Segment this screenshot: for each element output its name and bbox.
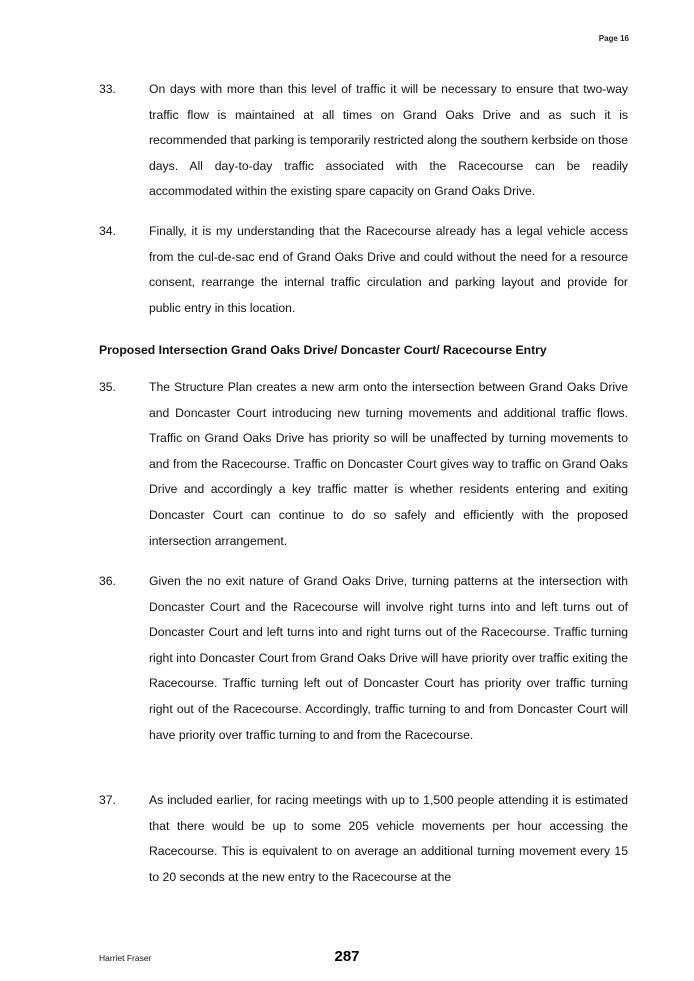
paragraph-number: 37. xyxy=(99,793,116,807)
paragraph-text: As included earlier, for racing meetings with up to 1,500 people attending it is estimated that there would be up to some 205 vehicle movements per hour accessing the Racecourse. This is equivalent to on average an additional turning movement every 15 to 20 seconds at the new entry to the Racecourse at the xyxy=(149,793,628,884)
paragraph-number: 33. xyxy=(99,82,116,96)
paragraph-37 xyxy=(99,788,628,890)
paragraph-text: Finally, it is my understanding that the Racecourse already has a legal vehicle access from the cul-de-sac end of Grand Oaks Drive and could without the need for a resource consent, rearrange the internal traffic circulation and parking layout and provide for public entry in this location. xyxy=(149,224,628,315)
paragraph-text: Given the no exit nature of Grand Oaks Drive, turning patterns at the intersection with Doncaster Court and the Racecourse will involve right turns into and left turns out of Doncaster Court and left turns into and right turns out of the Racecourse. Traffic turning right into Doncaster Court from Grand Oaks Drive will have priority over traffic exiting the Racecourse. Traffic turning left out of Doncaster Court has priority over traffic turning right out of the Racecourse. Accordingly, traffic turning to and from Doncaster Court will have priority over traffic turning to and from the Racecourse. xyxy=(149,574,628,742)
paragraph-34 xyxy=(99,219,628,321)
paragraph-number: 35. xyxy=(99,380,116,394)
footer-page-number: 287 xyxy=(334,948,360,965)
paragraph-text: On days with more than this level of traffic it will be necessary to ensure that two-way traffic flow is maintained at all times on Grand Oaks Drive and as such it is recommended that parking is temporarily restricted along the southern kerbside on those days. All day-to-day traffic associated with the Racecourse can be readily accommodated within the existing spare capacity on Grand Oaks Drive. xyxy=(149,82,628,199)
paragraph-35 xyxy=(99,375,628,554)
page-label: Page 16 xyxy=(598,34,629,43)
paragraph-36 xyxy=(99,569,628,748)
paragraph-number: 36. xyxy=(99,574,116,588)
paragraph-number: 34. xyxy=(99,224,116,238)
footer-author: Harriet Fraser xyxy=(99,953,152,963)
section-heading: Proposed Intersection Grand Oaks Drive/ Doncaster Court/ Racecourse Entry xyxy=(99,343,547,357)
paragraph-text: The Structure Plan creates a new arm onto the intersection between Grand Oaks Drive and Doncaster Court introducing new turning movements and additional traffic flows. Traffic on Grand Oaks Drive has priority so will be unaffected by turning movements to and from the Racecourse. Traffic on Doncaster Court gives way to traffic on Grand Oaks Drive and accordingly a key traffic matter is whether residents entering and exiting Doncaster Court can continue to do so safely and efficiently with the proposed intersection arrangement. xyxy=(149,380,628,548)
paragraph-33 xyxy=(99,77,628,205)
